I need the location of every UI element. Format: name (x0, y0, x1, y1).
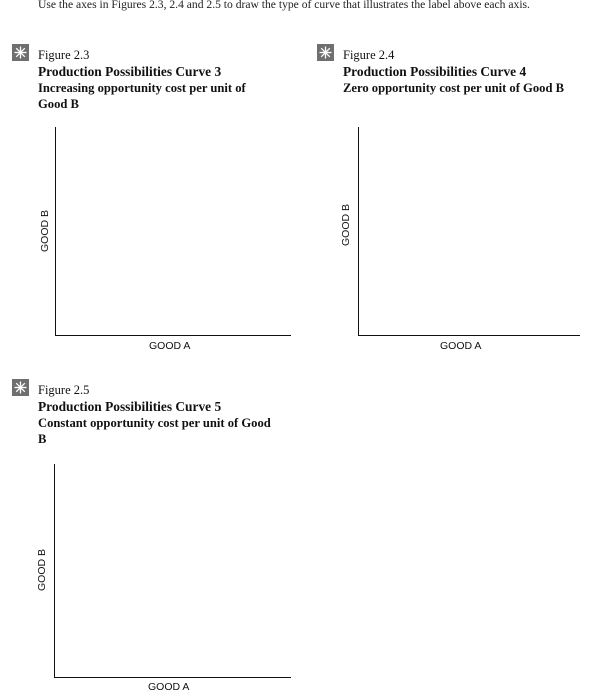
x-axis-label: GOOD A (148, 681, 190, 693)
x-axis (54, 677, 291, 678)
instructions-text: Use the axes in Figures 2.3, 2.4 and 2.5 to draw the type of curve that illustrates the label above each axis. (38, 0, 530, 11)
asterisk-icon (12, 44, 29, 61)
x-axis (55, 335, 291, 336)
y-axis (55, 127, 56, 336)
y-axis-label: GOOD B (340, 204, 352, 247)
x-axis-label: GOOD A (440, 340, 482, 352)
y-axis-label: GOOD B (39, 210, 51, 253)
figure-number: Figure 2.5 (38, 383, 90, 397)
y-axis (358, 127, 359, 336)
figure-subtitle: Increasing opportunity cost per unit of Good B (38, 81, 246, 111)
x-axis-label: GOOD A (149, 340, 191, 352)
y-axis-label: GOOD B (36, 549, 48, 592)
figure-2-4 (317, 44, 592, 354)
asterisk-icon (12, 379, 29, 396)
figure-2-3 (12, 44, 302, 354)
figure-title: Production Possibilities Curve 5 (38, 399, 222, 414)
figure-subtitle: Constant opportunity cost per unit of Good B (38, 416, 271, 446)
figure-number: Figure 2.4 (343, 48, 395, 62)
figure-title: Production Possibilities Curve 3 (38, 64, 222, 79)
x-axis (358, 335, 580, 336)
figure-number: Figure 2.3 (38, 48, 90, 62)
figure-subtitle: Zero opportunity cost per unit of Good B (343, 81, 564, 95)
asterisk-icon (317, 44, 334, 61)
figure-title: Production Possibilities Curve 4 (343, 64, 527, 79)
y-axis (54, 464, 55, 678)
figure-2-5 (12, 379, 302, 697)
